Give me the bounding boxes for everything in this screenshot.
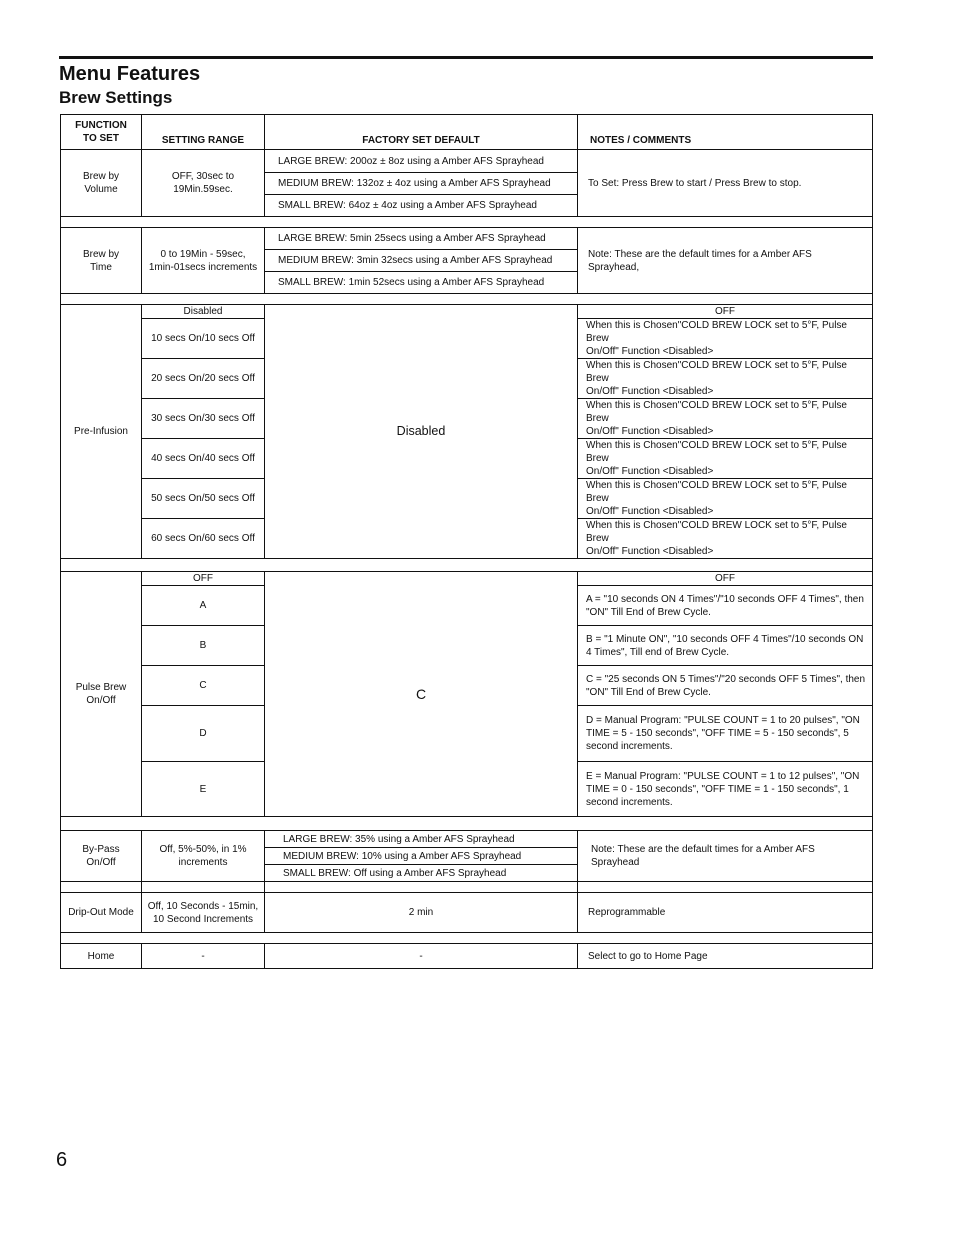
brew-settings-table (60, 114, 873, 969)
pre-infusion-row (61, 305, 873, 319)
pulse-brew-option-note: C = "25 seconds ON 5 Times"/"20 seconds OFF 5 Times", then "ON" Till End of Brew Cycle. (578, 666, 873, 706)
pre-infusion-option: 40 secs On/40 secs Off (142, 439, 265, 479)
pulse-brew-option-note: D = Manual Program: "PULSE COUNT = 1 to 20 pulses", "ON TIME = 5 - 150 seconds", "OFF TIME = 5 - 150 seconds", 5 second increments. (578, 706, 873, 762)
brew-volume-range: OFF, 30sec to 19Min.59sec. (142, 150, 265, 217)
pre-infusion-name: Pre-Infusion (61, 305, 142, 559)
col-default-header: FACTORY SET DEFAULT (265, 115, 578, 150)
home-range: - (142, 944, 265, 969)
pre-infusion-range-disabled: Disabled (142, 305, 265, 319)
brew-volume-notes: To Set: Press Brew to start / Press Brew to stop. (578, 150, 873, 217)
bypass-notes: Note: These are the default times for a Amber AFS Sprayhead (578, 831, 873, 882)
spacer-row (61, 559, 873, 572)
pulse-brew-row (61, 572, 873, 586)
pre-infusion-option-note: When this is Chosen"COLD BREW LOCK set to 5°F, Pulse Brew On/Off" Function <Disabled> (578, 319, 873, 359)
pre-infusion-option-note: When this is Chosen"COLD BREW LOCK set to 5°F, Pulse Brew On/Off" Function <Disabled> (578, 399, 873, 439)
col-notes-header: NOTES / COMMENTS (578, 115, 873, 150)
drip-out-name: Drip-Out Mode (61, 893, 142, 933)
pre-infusion-notes-off: OFF (578, 305, 873, 319)
pulse-brew-option-label: A (142, 586, 265, 626)
pulse-brew-option-label: E (142, 762, 265, 817)
bypass-row (61, 831, 873, 848)
drip-out-default: 2 min (265, 893, 578, 933)
bypass-default-small: SMALL BREW: Off using a Amber AFS Sprayhead (265, 865, 578, 882)
pulse-brew-option-label: B (142, 626, 265, 666)
home-default: - (265, 944, 578, 969)
brew-volume-name: Brew by Volume (61, 150, 142, 217)
brew-time-default-small: SMALL BREW: 1min 52secs using a Amber AFS Sprayhead (265, 272, 578, 294)
bypass-default-large: LARGE BREW: 35% using a Amber AFS Sprayhead (265, 831, 578, 848)
pulse-brew-notes-off: OFF (578, 572, 873, 586)
pulse-brew-option-label: D (142, 706, 265, 762)
table-header-row (61, 115, 873, 150)
pre-infusion-option-note: When this is Chosen"COLD BREW LOCK set to 5°F, Pulse Brew On/Off" Function <Disabled> (578, 439, 873, 479)
pre-infusion-option-note: When this is Chosen"COLD BREW LOCK set to 5°F, Pulse Brew On/Off" Function <Disabled> (578, 359, 873, 399)
spacer-row (61, 217, 873, 228)
section-subtitle: Brew Settings (59, 88, 173, 107)
pre-infusion-option-note: When this is Chosen"COLD BREW LOCK set to 5°F, Pulse Brew On/Off" Function <Disabled> (578, 519, 873, 559)
col-range-header: SETTING RANGE (142, 115, 265, 150)
pulse-brew-range-off: OFF (142, 572, 265, 586)
pre-infusion-option: 50 secs On/50 secs Off (142, 479, 265, 519)
brew-time-range: 0 to 19Min - 59sec, 1min-01secs increments (142, 228, 265, 294)
drip-out-row (61, 893, 873, 933)
col-function-header: FUNCTION TO SET (61, 115, 142, 150)
pulse-brew-option-note: B = "1 Minute ON", "10 seconds OFF 4 Times"/10 seconds ON 4 Times", Till end of Brew Cycle. (578, 626, 873, 666)
spacer-row (61, 933, 873, 944)
pulse-brew-option-note: E = Manual Program: "PULSE COUNT = 1 to 12 pulses", "ON TIME = 0 - 150 seconds", "OFF TIME = 1 - 150 seconds", 1 second increments. (578, 762, 873, 817)
brew-time-row (61, 228, 873, 250)
top-rule (59, 56, 873, 59)
brew-volume-default-small: SMALL BREW: 64oz ± 4oz using a Amber AFS Sprayhead (265, 195, 578, 217)
pulse-brew-option-label: C (142, 666, 265, 706)
home-notes: Select to go to Home Page (578, 944, 873, 969)
brew-time-name: Brew by Time (61, 228, 142, 294)
bypass-default-medium: MEDIUM BREW: 10% using a Amber AFS Sprayhead (265, 848, 578, 865)
drip-out-range: Off, 10 Seconds - 15min, 10 Second Increments (142, 893, 265, 933)
brew-volume-default-medium: MEDIUM BREW: 132oz ± 4oz using a Amber AFS Sprayhead (265, 173, 578, 195)
pre-infusion-option: 30 secs On/30 secs Off (142, 399, 265, 439)
brew-volume-row (61, 150, 873, 173)
pulse-brew-default: C (265, 572, 578, 817)
brew-time-notes: Note: These are the default times for a Amber AFS Sprayhead, (578, 228, 873, 294)
brew-volume-default-large: LARGE BREW: 200oz ± 8oz using a Amber AFS Sprayhead (265, 150, 578, 173)
page-title: Menu Features (59, 63, 201, 85)
page-number: 6 (56, 1149, 68, 1171)
home-row (61, 944, 873, 969)
drip-out-notes: Reprogrammable (578, 893, 873, 933)
spacer-row (61, 294, 873, 305)
pre-infusion-option: 10 secs On/10 secs Off (142, 319, 265, 359)
pre-infusion-default: Disabled (265, 305, 578, 559)
bypass-name: By-Pass On/Off (61, 831, 142, 882)
brew-time-default-large: LARGE BREW: 5min 25secs using a Amber AFS Sprayhead (265, 228, 578, 250)
pre-infusion-option-note: When this is Chosen"COLD BREW LOCK set to 5°F, Pulse Brew On/Off" Function <Disabled> (578, 479, 873, 519)
bypass-range: Off, 5%-50%, in 1% increments (142, 831, 265, 882)
pre-infusion-option: 20 secs On/20 secs Off (142, 359, 265, 399)
pulse-brew-option-note: A = "10 seconds ON 4 Times"/"10 seconds OFF 4 Times", then "ON" Till End of Brew Cycle. (578, 586, 873, 626)
spacer-row (61, 817, 873, 831)
pulse-brew-name: Pulse Brew On/Off (61, 572, 142, 817)
home-name: Home (61, 944, 142, 969)
spacer-row (61, 882, 873, 893)
brew-time-default-medium: MEDIUM BREW: 3min 32secs using a Amber AFS Sprayhead (265, 250, 578, 272)
pre-infusion-option: 60 secs On/60 secs Off (142, 519, 265, 559)
